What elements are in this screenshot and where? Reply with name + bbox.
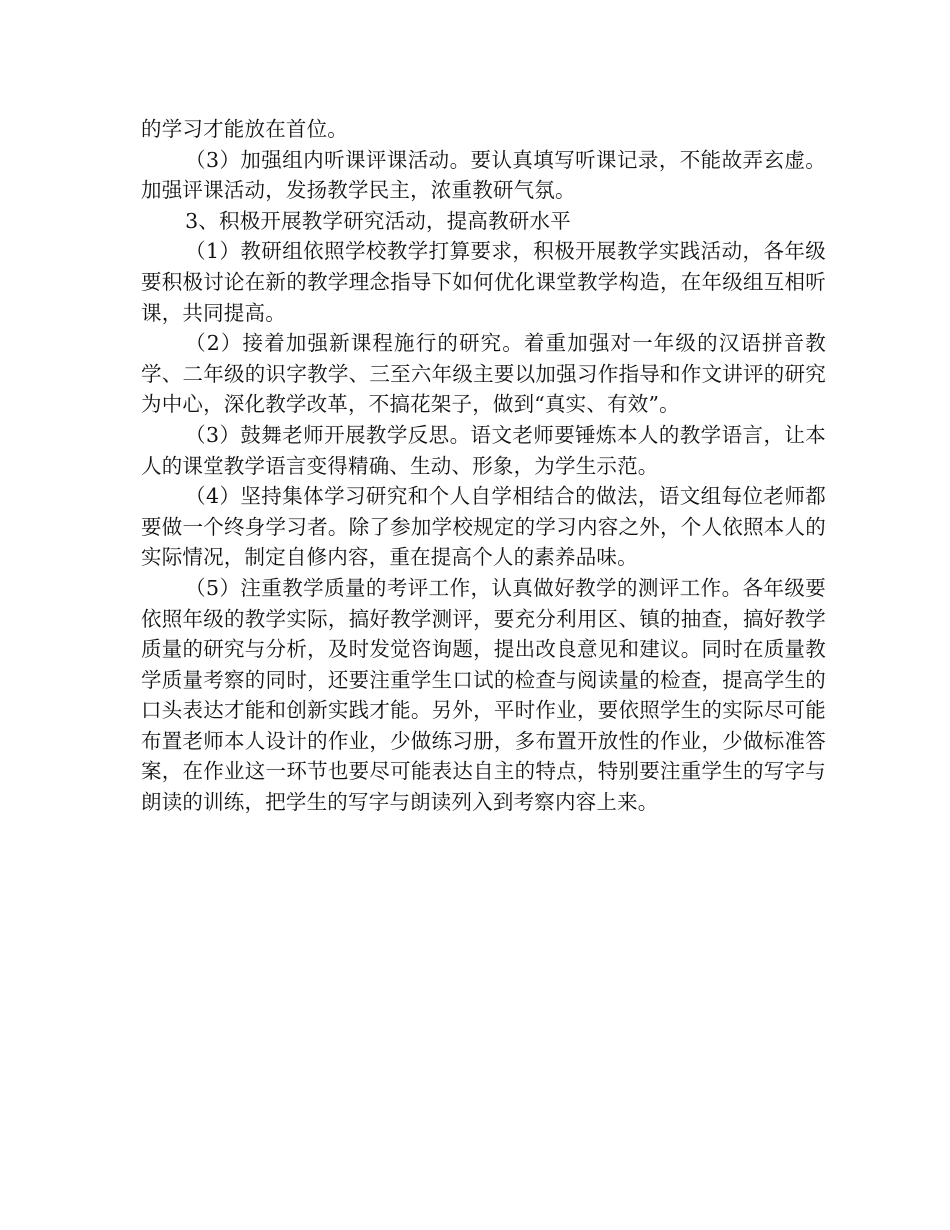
paragraph-continuation: 的学习才能放在首位。	[141, 117, 348, 141]
paragraph-item-4-study: （4）坚持集体学习研究和个人自学相结合的做法，语文组每位老师都要做一个终身学习者。除了参加学校规定的学习内容之外，个人依照本人的实际情况，制定自修内容，重在提高个人的素养品味。	[141, 484, 826, 570]
paragraph-item-1-practice: （1）教研组依照学校教学打算要求，积极开展教学实践活动，各年级要积极讨论在新的教学理念指导下如何优化课堂教学构造，在年级组互相听课，共同提高。	[141, 239, 826, 325]
paragraph-item-5-evaluation: （5）注重教学质量的考评工作，认真做好教学的测评工作。各年级要依照年级的教学实际，搞好教学测评，要充分利用区、镇的抽查，搞好教学质量的研究与分析，及时发觉咨询题，提出改良意见和建议。同时在质量教学质量考察的同时，还要注重学生口试的检查与阅读量的检查，提高学生的口头表达才能和创新实践才能。另外，平时作业，要依照学生的实际尽可能布置老师本人设计的作业，少做练习册，多布置开放性的作业，少做标准答案，在作业这一环节也要尽可能表达自主的特点，特别要注重学生的写字与朗读的训练，把学生的写字与朗读列入到考察内容上来。	[141, 575, 826, 815]
paragraph-item-3-reflection: （3）鼓舞老师开展教学反思。语文老师要锤炼本人的教学语言，让本人的课堂教学语言变得精确、生动、形象，为学生示范。	[141, 422, 826, 478]
section-heading-3: 3、积极开展教学研究活动，提高教研水平	[185, 208, 571, 233]
paragraph-item-2-curriculum: （2）接着加强新课程施行的研究。着重加强对一年级的汉语拼音教学、二年级的识字教学、三至六年级主要以加强习作指导和作文讲评的研究为中心，深化教学改革，不搞花架子，做到“真实、有效”。	[141, 331, 826, 417]
document-page	[141, 114, 826, 818]
paragraph-item-3-listening: （3）加强组内听课评课活动。要认真填写听课记录，不能故弄玄虚。加强评课活动，发扬教学民主，浓重教研气氛。	[141, 147, 826, 203]
